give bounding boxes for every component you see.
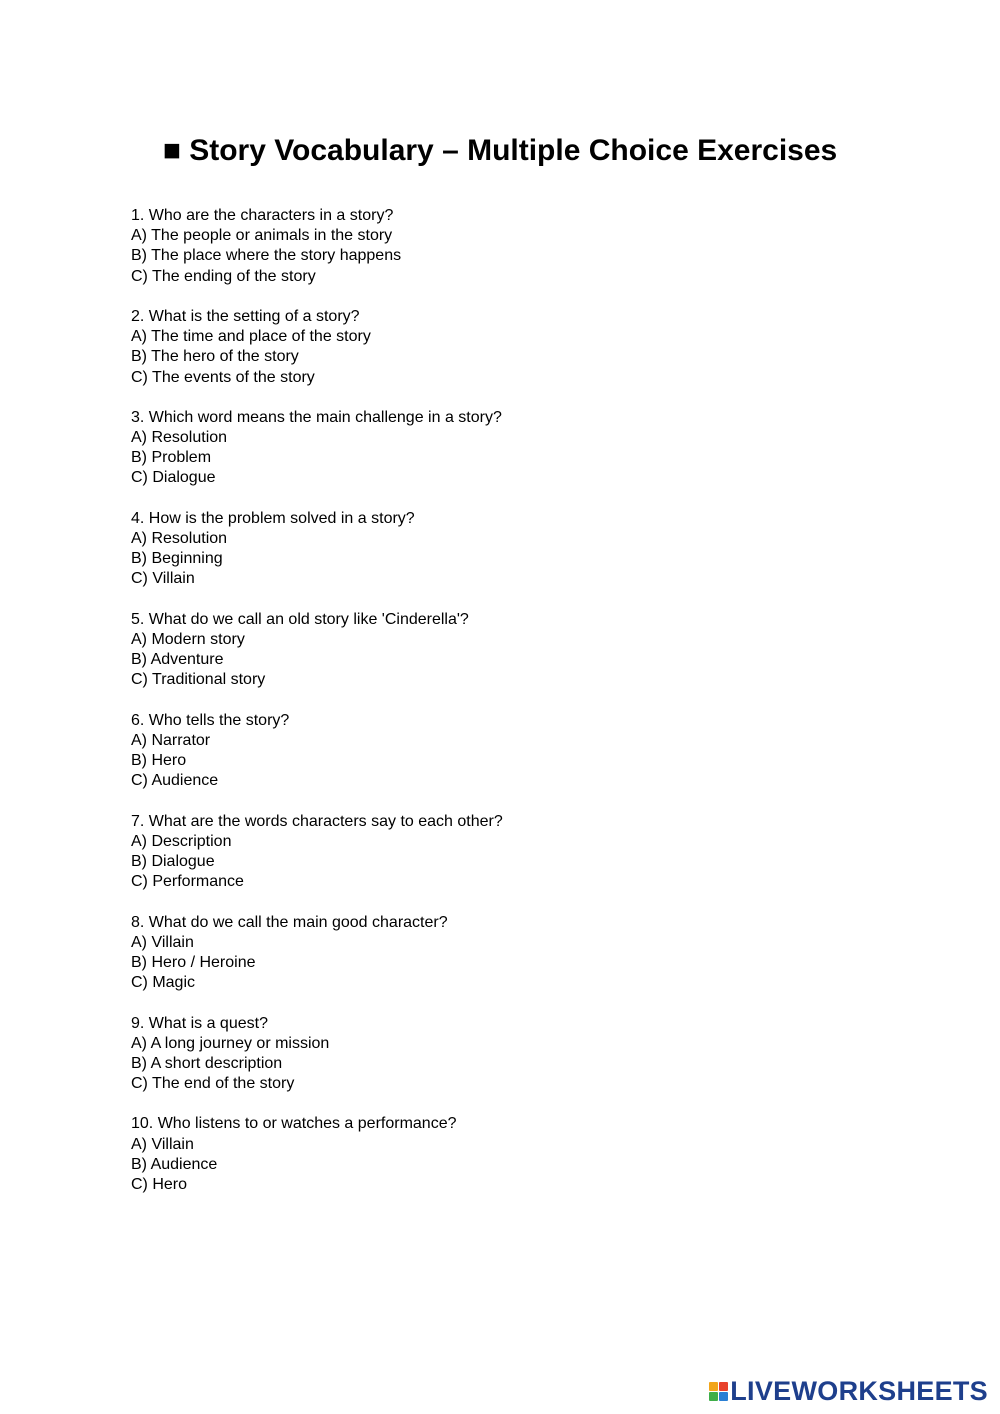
question-text: 1. Who are the characters in a story? [131, 207, 394, 224]
logo-square [719, 1392, 728, 1401]
option-c: C) Villain [131, 570, 195, 588]
option-c: C) Magic [131, 974, 196, 992]
option-b: B) Audience [131, 1155, 218, 1173]
question-text: 5. What do we call an old story like 'Cinderella'? [131, 610, 469, 628]
option-a: A) A long journey or mission [131, 1034, 330, 1052]
question-item [131, 610, 831, 691]
question-text: 9. What is a quest? [131, 1014, 268, 1032]
option-b: B) Beginning [131, 550, 223, 568]
question-item [131, 509, 831, 590]
option-c: C) The ending of the story [131, 267, 316, 285]
question-item [131, 206, 831, 287]
option-c: C) Dialogue [131, 469, 216, 487]
question-item [131, 1014, 831, 1095]
question-text: 4. How is the problem solved in a story? [131, 509, 415, 527]
option-b: B) Adventure [131, 651, 224, 669]
option-a: A) Description [131, 832, 232, 850]
option-b: B) Hero [131, 752, 187, 770]
option-c: C) The end of the story [131, 1075, 295, 1093]
option-b: B) Hero / Heroine [131, 953, 256, 971]
logo-square [709, 1392, 718, 1401]
question-item [131, 307, 831, 388]
option-a: A) Narrator [131, 731, 211, 749]
question-item [131, 408, 831, 489]
option-c: C) Hero [131, 1176, 188, 1193]
option-a: A) Modern story [131, 630, 245, 648]
question-text: 2. What is the setting of a story? [131, 307, 360, 325]
question-text: 7. What are the words characters say to each other? [131, 812, 503, 830]
option-b: B) The hero of the story [131, 348, 299, 366]
question-item [131, 812, 831, 893]
option-c: C) Performance [131, 873, 244, 891]
question-text: 8. What do we call the main good character? [131, 913, 448, 931]
liveworksheets-logo [709, 1376, 988, 1406]
option-b: B) Dialogue [131, 853, 215, 870]
option-c: C) Traditional story [131, 671, 266, 689]
question-item [131, 1114, 831, 1195]
logo-square [709, 1382, 718, 1391]
option-a: A) The time and place of the story [131, 328, 371, 346]
option-b: B) The place where the story happens [131, 247, 402, 265]
option-b: B) Problem [131, 449, 212, 467]
option-a: A) Villain [131, 1135, 194, 1153]
logo-square [719, 1382, 728, 1391]
question-item [131, 711, 831, 792]
question-item [131, 913, 831, 994]
logo-mark-icon [709, 1382, 728, 1401]
logo-text: LIVEWORKSHEETS [730, 1375, 988, 1406]
question-text: 6. Who tells the story? [131, 711, 290, 729]
option-c: C) Audience [131, 772, 219, 790]
question-list [131, 206, 831, 1215]
option-b: B) A short description [131, 1054, 283, 1072]
question-text: 3. Which word means the main challenge in a story? [131, 408, 502, 426]
option-a: A) Resolution [131, 530, 228, 547]
page-title: ■ Story Vocabulary – Multiple Choice Exercises [162, 134, 838, 167]
option-a: A) Resolution [131, 429, 228, 447]
question-text: 10. Who listens to or watches a performance? [131, 1115, 457, 1133]
option-a: A) Villain [131, 933, 194, 951]
option-a: A) The people or animals in the story [131, 227, 393, 245]
option-c: C) The events of the story [131, 368, 315, 386]
